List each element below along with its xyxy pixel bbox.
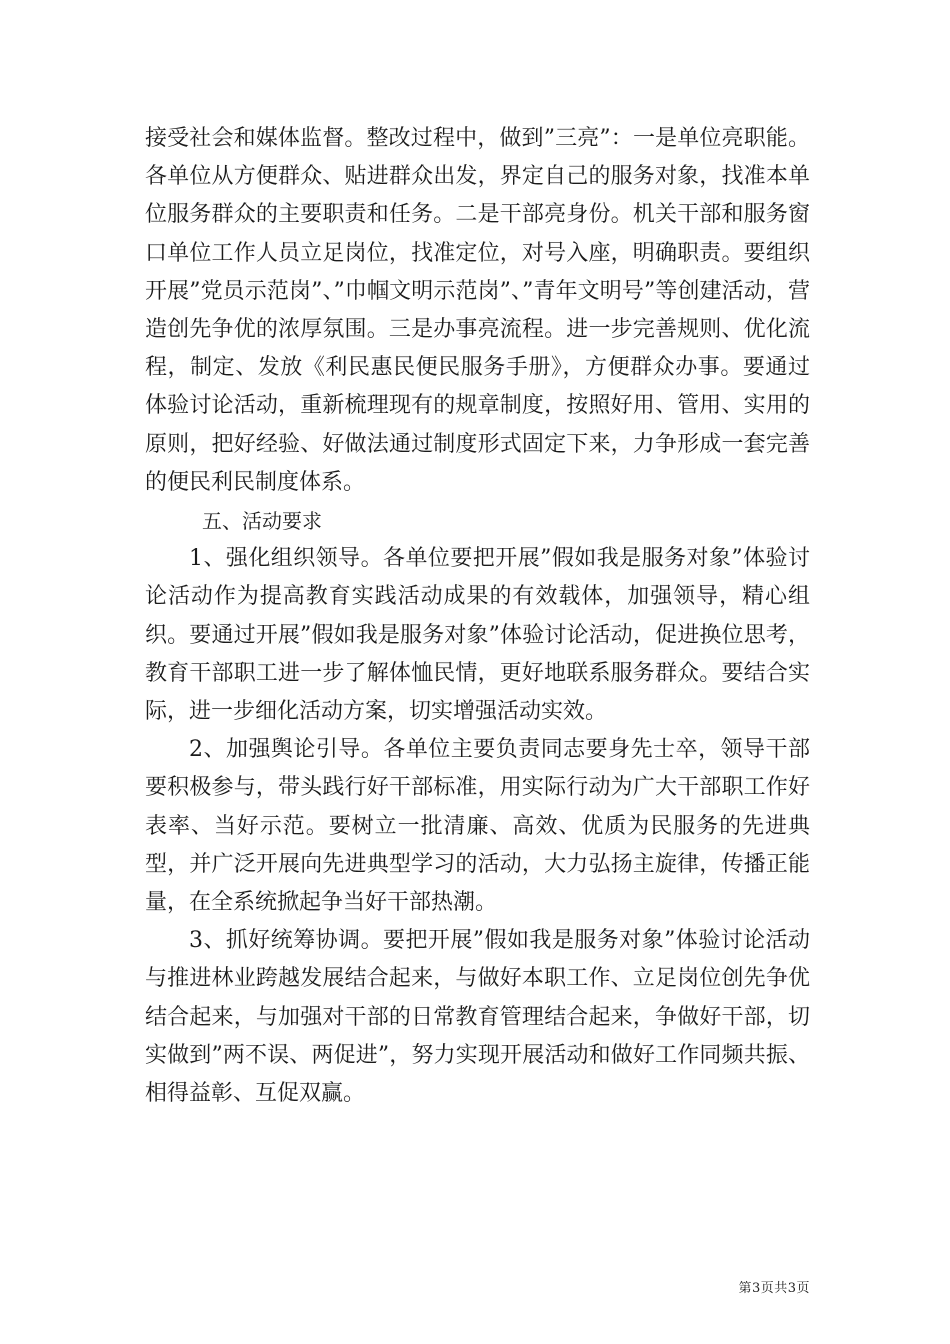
section-heading-requirements: 五、活动要求 — [202, 509, 322, 534]
page-number-footer: 第3页共3页 — [738, 1281, 810, 1296]
paragraph-requirement-3: 3、抓好统筹协调。要把开展”假如我是服务对象”体验讨论活动与推进林业跨越发展结合起来，与做好本职工作、立足岗位创先争优结合起来，与加强对干部的日常教育管理结合起来，争做好干部，切实做到”两不误、两促进”，努力实现开展活动和做好工作同频共振、相得益彰、互促双赢。 — [145, 928, 810, 1107]
document-body — [145, 120, 810, 1113]
paragraph-requirement-2: 2、加强舆论引导。各单位主要负责同志要身先士卒，领导干部要积极参与，带头践行好干部标准，用实际行动为广大干部职工作好表率、当好示范。要树立一批清廉、高效、优质为民服务的先进典型，并广泛开展向先进典型学习的活动，大力弘扬主旋律，传播正能量，在全系统掀起争当好干部热潮。 — [145, 737, 810, 916]
paragraph-requirement-1: 1、强化组织领导。各单位要把开展”假如我是服务对象”体验讨论活动作为提高教育实践活动成果的有效载体，加强领导，精心组织。要通过开展”假如我是服务对象”体验讨论活动，促进换位思考，教育干部职工进一步了解体恤民情，更好地联系服务群众。要结合实际，进一步细化活动方案，切实增强活动实效。 — [145, 546, 810, 725]
paragraph-rectification: 接受社会和媒体监督。整改过程中，做到”三亮”：一是单位亮职能。各单位从方便群众、贴进群众出发，界定自己的服务对象，找准本单位服务群众的主要职责和任务。二是干部亮身份。机关干部和服务窗口单位工作人员立足岗位，找准定位，对号入座，明确职责。要组织开展”党员示范岗”、”巾帼文明示范岗”、”青年文明号”等创建活动，营造创先争优的浓厚氛围。三是办事亮流程。进一步完善规则、优化流程，制定、发放《利民惠民便民服务手册》，方便群众办事。要通过体验讨论活动，重新梳理现有的规章制度，按照好用、管用、实用的原则，把好经验、好做法通过制度形式固定下来，力争形成一套完善的便民利民制度体系。 — [145, 126, 810, 495]
